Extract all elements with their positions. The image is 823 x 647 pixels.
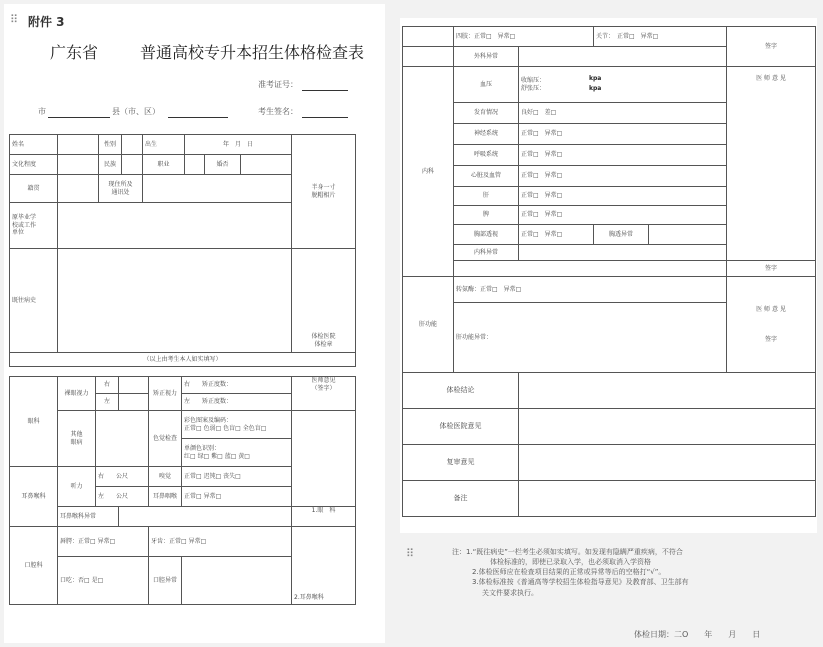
internal-doctor-opinion: 医 师 意 见 (727, 67, 816, 261)
remark-field[interactable] (519, 481, 816, 517)
corrected-right-field[interactable]: 右 矫正度数： (182, 377, 292, 394)
job-label: 职业 (143, 155, 185, 175)
notes-block (452, 547, 689, 598)
nervous-options[interactable]: 正常□ 异常□ (519, 124, 727, 145)
surgery-spacer-2 (403, 47, 454, 67)
other-eye-disease-label: 其他 眼病 (58, 411, 96, 467)
name-field[interactable] (58, 135, 99, 155)
education-label: 文化程度 (10, 155, 58, 175)
attachment-label: 附件 3 (28, 15, 65, 29)
birth-date-field[interactable]: 年 月 日 (185, 135, 292, 155)
naked-vision-label: 裸眼视力 (58, 377, 96, 411)
hospital-stamp-box (292, 249, 356, 353)
naked-right-label: 右 (96, 377, 119, 394)
exam-table (9, 376, 356, 605)
mouth-abnormal-label: 口腔异常 (149, 557, 182, 605)
bp-label: 血压 (454, 67, 519, 103)
doctor-sign-column (292, 411, 356, 507)
spleen-options[interactable]: 正常□ 异常□ (519, 206, 727, 225)
photo-box (292, 135, 356, 249)
spleen-label: 脾 (454, 206, 519, 225)
school-field[interactable] (58, 203, 292, 249)
internal-section-label: 内科 (403, 67, 454, 277)
exam-number-label: 准考证号： (258, 80, 298, 89)
ent-sign-box (292, 527, 356, 605)
surgery-sign-label: 签字 (727, 27, 816, 67)
remark-label: 备注 (403, 481, 519, 517)
surgery-abnormal-label: 外科异常 (454, 47, 519, 67)
county-field[interactable] (168, 107, 228, 118)
corrected-left-field[interactable]: 左 矫正度数： (182, 394, 292, 411)
birth-label: 出生 (143, 135, 185, 155)
smell-options[interactable]: 正常□ 迟钝□ 丧失□ (182, 467, 292, 487)
smell-label: 嗅觉 (149, 467, 182, 487)
form-title (50, 40, 364, 63)
mouth-abnormal-field[interactable] (182, 557, 292, 605)
native-place-label: 籍贯 (10, 175, 58, 203)
naked-left-label: 左 (96, 394, 119, 411)
naked-right-field[interactable] (119, 377, 149, 394)
eye-sign-label: 1.眼 科 (292, 507, 356, 527)
diastolic-label: 舒张压： (521, 84, 546, 92)
title-text: 普通高校专升本招生体格检查表 (140, 43, 365, 62)
transaminase-options[interactable]: 转氨酶：正常□ 异常□ (454, 277, 727, 303)
note-1a: 1.“既往病史”一栏考生必须如实填写。如发现有隐瞒严重疾病，不符合 (466, 548, 683, 556)
hearing-right-field[interactable]: 右 公尺 (96, 467, 149, 487)
eye-doctor-opinion: 医师意见 （签字） (292, 377, 356, 411)
heart-label: 心脏及血管 (454, 166, 519, 187)
ethnicity-field[interactable] (122, 155, 143, 175)
history-field[interactable] (58, 249, 292, 353)
married-field[interactable] (241, 155, 292, 175)
nervous-label: 神经系统 (454, 124, 519, 145)
bp-field[interactable] (519, 67, 727, 103)
lip-palate-options[interactable]: 唇腭：正常□ 异常□ (58, 527, 149, 557)
liver-doctor-box (727, 277, 816, 373)
respiratory-options[interactable]: 正常□ 异常□ (519, 145, 727, 166)
review-opinion-label: 复审意见 (403, 445, 519, 481)
right-form-page (400, 18, 817, 533)
name-label: 姓名 (10, 135, 58, 155)
eye-section-label: 眼科 (10, 377, 58, 467)
heart-options[interactable]: 正常□ 异常□ (519, 166, 727, 187)
teeth-options[interactable]: 牙齿：正常□ 异常□ (149, 527, 292, 557)
systolic-unit: kpa (589, 75, 602, 82)
corrected-vision-label: 矫正视力 (149, 377, 182, 411)
mouth-section-label: 口腔科 (10, 527, 58, 605)
review-opinion-field[interactable] (519, 445, 816, 481)
note-3a: 3.体检标准按《普通高等学校招生体检指导意见》及教育部、卫生部有 (472, 578, 689, 587)
color-vision-label: 色觉检查 (149, 411, 182, 467)
hearing-left-field[interactable]: 左 公尺 (96, 487, 149, 507)
respiratory-label: 呼吸系统 (454, 145, 519, 166)
exam-date: 体检日期：二O 年 月 日 (634, 630, 761, 639)
personal-info-table (9, 134, 356, 367)
drag-handle-icon[interactable]: ⠿ (10, 13, 18, 26)
color-plate-options[interactable]: 彩色图案及编码： 正常□ 色弱□ 色盲□ 全色盲□ (182, 411, 292, 439)
conclusion-label: 体检结论 (403, 373, 519, 409)
internal-spacer (454, 261, 727, 277)
stutter-options[interactable]: 口吃：否□ 是□ (58, 557, 149, 605)
liver-function-label: 肝功能 (403, 277, 454, 373)
right-exam-table (402, 26, 816, 517)
chest-xray-label: 胸部透视 (454, 225, 519, 245)
note-1b: 体检标准的，即使已录取入学，也必须取消入学资格 (490, 558, 651, 567)
throat-label: 耳鼻咽喉 (149, 487, 182, 507)
chest-abnormal-label: 胸透异常 (594, 225, 649, 245)
address-field[interactable] (143, 175, 292, 203)
internal-abnormal-field[interactable] (519, 245, 727, 261)
chest-xray-options[interactable]: 正常□ 异常□ (519, 225, 594, 245)
hearing-label: 听力 (58, 467, 96, 507)
naked-left-field[interactable] (119, 394, 149, 411)
liver-sign-label: 签字 (764, 335, 777, 343)
ent-abnormal-field[interactable] (119, 507, 292, 527)
development-label: 发育情况 (454, 103, 519, 124)
signature-label: 考生签名： (258, 107, 298, 116)
notes-drag-handle-icon[interactable]: ⠿ (406, 547, 414, 560)
city-field[interactable] (48, 107, 110, 118)
sex-label: 性别 (99, 135, 122, 155)
exam-number-field[interactable] (302, 80, 348, 91)
notes-prefix: 注： (452, 548, 466, 556)
other-eye-disease-field[interactable] (96, 411, 149, 467)
joints-options[interactable]: 关节： 正常□ 异常□ (594, 27, 727, 47)
hospital-opinion-field[interactable] (519, 409, 816, 445)
conclusion-field[interactable] (519, 373, 816, 409)
left-form-page (4, 4, 385, 643)
liver-label: 肝 (454, 187, 519, 206)
hospital-opinion-label: 体检医院意见 (403, 409, 519, 445)
photo-label: 半身一寸 脱帽相片 (311, 184, 336, 199)
ent-sign-label: 2.耳鼻喉科 (294, 593, 324, 601)
ethnicity-label: 民族 (99, 155, 122, 175)
surgery-spacer (403, 27, 454, 47)
sex-field[interactable] (122, 135, 143, 155)
chest-abnormal-field[interactable] (649, 225, 727, 245)
native-place-field[interactable] (58, 175, 99, 203)
liver-doctor-opinion: 医 师 意 见 (756, 306, 786, 313)
internal-abnormal-label: 内科异常 (454, 245, 519, 261)
hospital-stamp-label: 体检医院 体检章 (311, 333, 336, 348)
diastolic-unit: kpa (589, 85, 602, 92)
throat-options[interactable]: 正常□ 异常□ (182, 487, 292, 507)
title-province: 广东省 (50, 43, 99, 62)
mono-color-options[interactable]: 单颜色识别： 红□ 绿□ 紫□ 蓝□ 黄□ (182, 439, 292, 467)
note-2: 2.体检医师应在检查项目结果的正常或异常等后的空格打“√”。 (472, 568, 666, 577)
school-label: 原毕业学 校或工作 单位 (10, 203, 58, 249)
married-label: 婚否 (205, 155, 241, 175)
job-field[interactable] (185, 155, 205, 175)
surgery-abnormal-field[interactable] (519, 47, 727, 67)
signature-field[interactable] (302, 107, 348, 118)
internal-sign-label: 签字 (727, 261, 816, 277)
ent-abnormal-label: 耳鼻喉科异常 (58, 507, 119, 527)
limbs-options[interactable]: 四肢：正常□ 异常□ (454, 27, 594, 47)
systolic-label: 收缩压： (521, 77, 546, 84)
address-label: 现住所及 通讯处 (99, 175, 143, 203)
history-label: 既往病史 (10, 249, 58, 353)
county-label: 县（市、区） (112, 107, 160, 116)
liver-abnormal-field[interactable]: 肝功能异常： (454, 303, 727, 373)
education-field[interactable] (58, 155, 99, 175)
self-fill-note: （以上由考生本人如实填写） (10, 353, 356, 367)
liver-options[interactable]: 正常□ 异常□ (519, 187, 727, 206)
city-label: 市 (38, 107, 46, 116)
ent-section-label: 耳鼻喉科 (10, 467, 58, 527)
note-3b: 关文件要求执行。 (482, 588, 538, 597)
development-options[interactable]: 良好□ 差□ (519, 103, 727, 124)
